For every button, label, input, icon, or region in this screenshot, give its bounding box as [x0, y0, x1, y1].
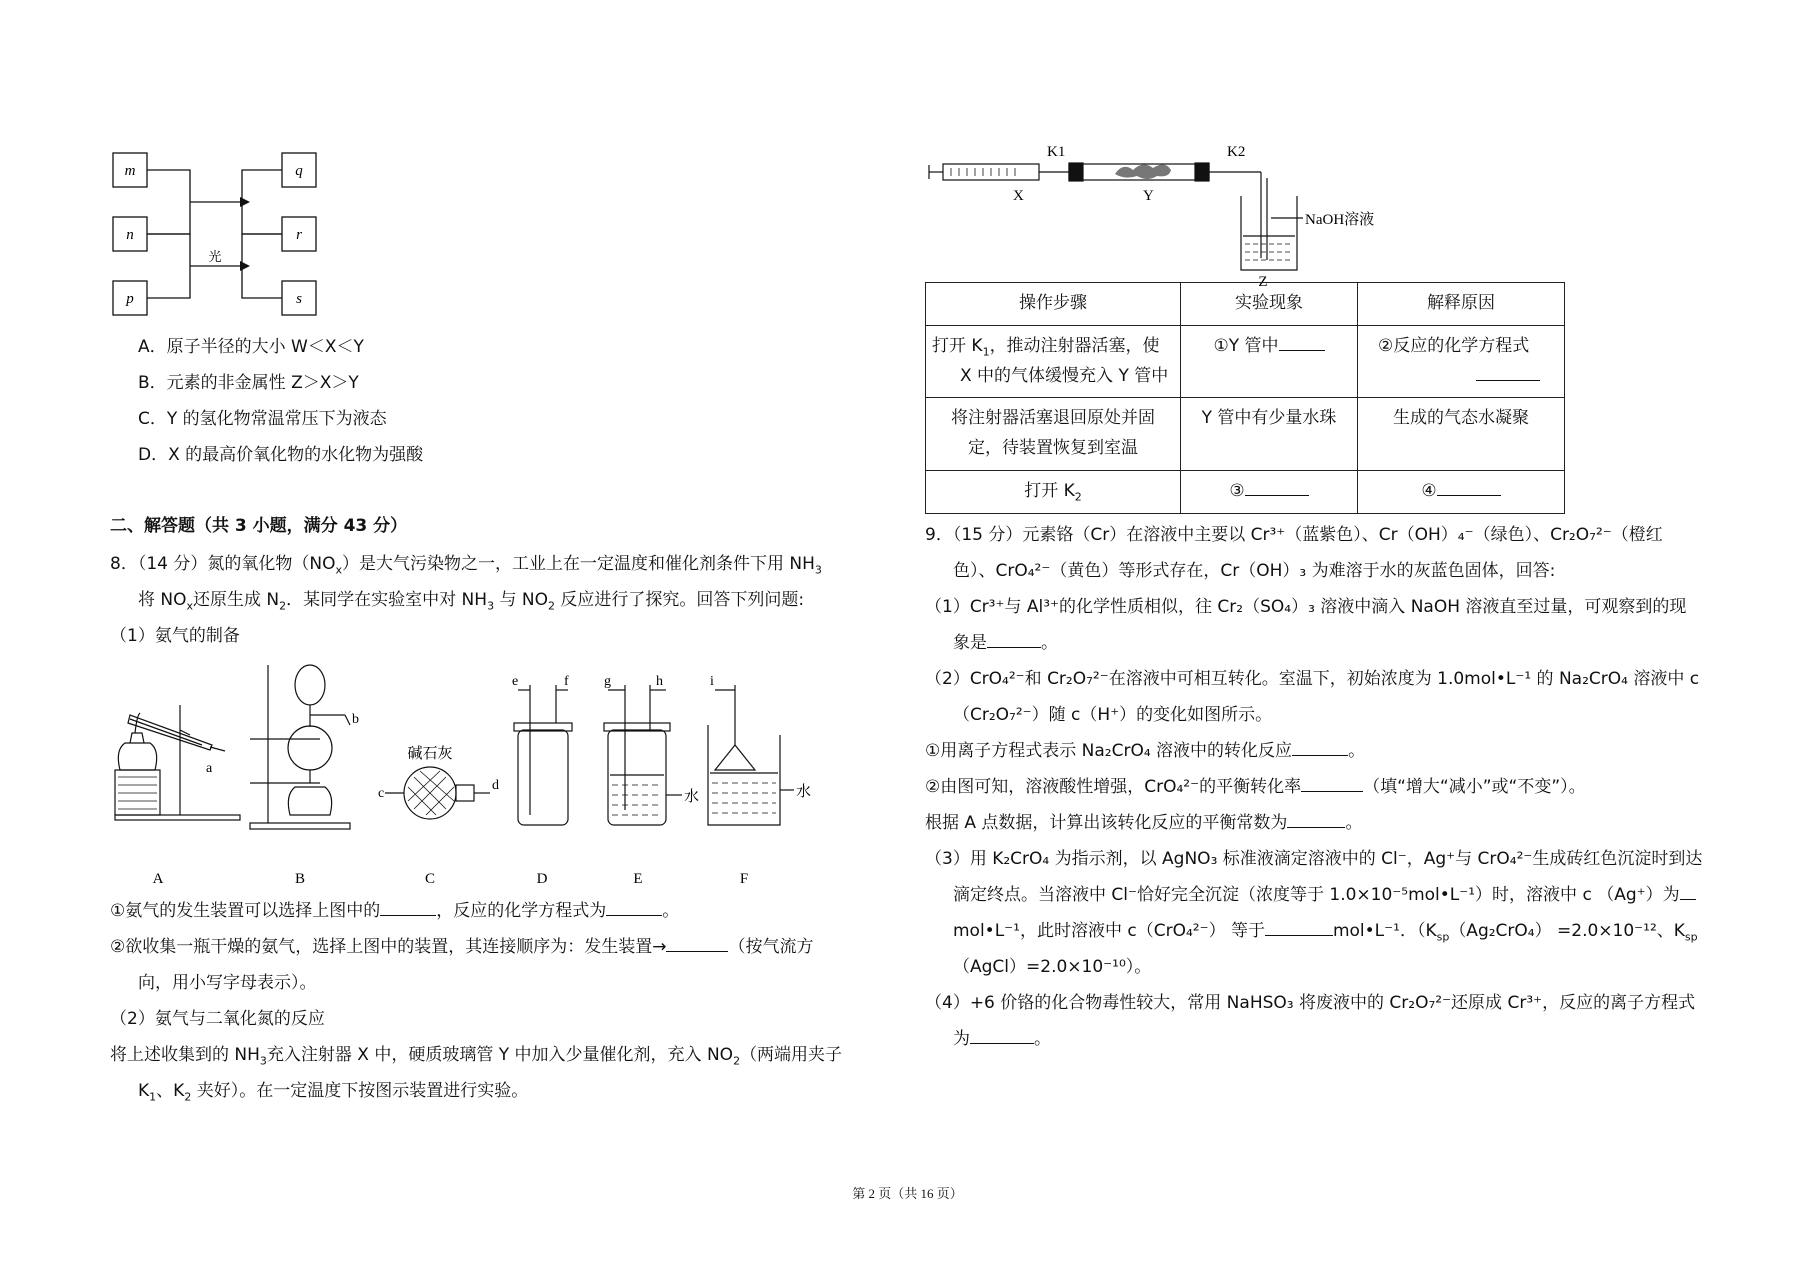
experiment-table: [925, 282, 1565, 514]
q9-part4-line2: 为 。: [953, 1029, 1051, 1049]
q9-part2-line2: （Cr₂O₇²⁻）随 c（H⁺）的变化如图所示。: [953, 705, 1273, 725]
box-p: p: [126, 291, 134, 307]
q9-part4-line1: （4）+6 价铬的化合物毒性较大，常用 NaHSO₃ 将废液中的 Cr₂O₇²⁻还原成 Cr³⁺，反应的离子方程式: [925, 993, 1696, 1013]
q9-line1: 9．（15 分）元素铬（Cr）在溶液中主要以 Cr³⁺（蓝紫色）、Cr（OH）₄⁻（绿色）、Cr₂O₇²⁻（橙红: [925, 525, 1663, 545]
port-a: a: [206, 761, 213, 776]
port-g: g: [604, 674, 611, 689]
label-D: D: [536, 871, 548, 887]
port-b: b: [352, 712, 359, 727]
clamp-k1-label: K1: [1047, 144, 1066, 160]
port-c: c: [378, 786, 385, 801]
table-row: [926, 470, 1565, 513]
section-title: 二、解答题（共 3 小题，满分 43 分）: [110, 516, 408, 536]
reaction-setup-diagram: [925, 138, 1445, 290]
row3-phenomenon: ③: [1181, 470, 1358, 513]
port-d: d: [492, 778, 499, 793]
box-q: q: [295, 163, 303, 179]
q9-part3-line3: mol•L⁻¹，此时溶液中 c（CrO₄²⁻） 等于 mol•L⁻¹．（$K_{sp}(Ag_2CrO_4) =2.0\times 10^{-12}$、$K_{sp}$: [953, 921, 1698, 944]
light-label: 光: [208, 249, 222, 264]
box-m: m: [124, 163, 136, 179]
beaker-z-label: Z: [1258, 274, 1268, 290]
q8-intro-line1: 8．（14 分）氮的氧化物$(NO_x)$是大气污染物之一，工业上在一定温度和催化剂条件下用 $NH_3$: [110, 554, 822, 577]
q9-part3-line1: （3）用 K₂CrO₄ 为指示剂，以 AgNO₃ 标准液滴定溶液中的 Cl⁻，Ag⁺与 CrO₄²⁻生成砖红色沉淀时到达: [925, 849, 1703, 869]
row2-reason: 生成的气态水凝聚: [1358, 398, 1565, 471]
header-step: 操作步骤: [926, 283, 1181, 326]
table-row: [926, 325, 1565, 398]
port-e: e: [512, 674, 519, 689]
label-C: C: [424, 871, 436, 887]
box-r: r: [296, 227, 302, 243]
q9-part3-line2: 滴定终点。当溶液中 Cl⁻恰好完全沉淀（浓度等于 1.0×10⁻⁵mol•L⁻¹）时，溶液中 c （Ag⁺）为: [925, 884, 1696, 906]
q9-part2-line1: （2）CrO₄²⁻和 Cr₂O₇²⁻在溶液中可相互转化。室温下，初始浓度为 1.0mol•L⁻¹ 的 Na₂CrO₄ 溶液中 c: [925, 669, 1700, 689]
tube-y-label: Y: [1143, 188, 1154, 204]
soda-lime-label: 碱石灰: [407, 744, 453, 762]
option-c: C．Y 的氢化物常温常压下为液态: [138, 409, 387, 429]
q9-part1-line2: 象是 。: [953, 633, 1058, 653]
row2-step: 将注射器活塞退回原处并固 定，待装置恢复到室温: [926, 398, 1181, 471]
option-a: A．原子半径的大小 W＜X＜Y: [138, 337, 364, 357]
row2-phenomenon: Y 管中有少量水珠: [1181, 398, 1358, 471]
row3-step: 打开 $K_2$: [926, 470, 1181, 513]
label-A: A: [152, 871, 164, 887]
table-row: [926, 398, 1565, 471]
part1-q2: ②欲收集一瓶干燥的氨气，选择上图中的装置，其连接顺序为：发生装置→ （按气流方: [110, 937, 814, 957]
part1-q1: ①氨气的发生装置可以选择上图中的 ，反应的化学方程式为 。: [110, 901, 680, 921]
option-d: D．X 的最高价氧化物的水化物为强酸: [138, 445, 424, 465]
syringe-x-label: X: [1013, 188, 1024, 204]
part2-line2: $K_1$、$K_2$ 夹好）。在一定温度下按图示装置进行实验。: [138, 1081, 529, 1104]
part1-q2-cont: 向，用小写字母表示）。: [138, 973, 317, 993]
apparatus-diagram: [110, 655, 810, 895]
part2-title: （2）氨气与二氧化氮的反应: [110, 1009, 325, 1029]
header-phenomenon: 实验现象: [1181, 283, 1358, 326]
q9-part2-q2: ②由图可知，溶液酸性增强，CrO₄²⁻的平衡转化率 （填“增大“减小”或“不变”）。: [925, 777, 1586, 797]
page-footer: 第 2 页（共 16 页）: [852, 1186, 963, 1201]
label-F: F: [739, 871, 749, 887]
q9-part3-line4: （AgCl）=2.0×10⁻¹⁰）。: [953, 957, 1152, 977]
label-E: E: [633, 871, 643, 887]
row3-reason: ④: [1358, 470, 1565, 513]
part1-title: （1）氨气的制备: [110, 626, 240, 646]
box-s: s: [296, 291, 302, 307]
water-label-f: 水: [796, 782, 812, 800]
table-header-row: [926, 283, 1565, 326]
box-n: n: [126, 227, 134, 243]
option-b: B．元素的非金属性 Z＞X＞Y: [138, 373, 359, 393]
water-label-e: 水: [684, 787, 700, 805]
row1-phenomenon: ①Y 管中: [1181, 325, 1358, 398]
part2-line1: 将上述收集到的 $NH_3$充入注射器 X 中，硬质玻璃管 Y 中加入少量催化剂，充入 $NO_2$（两端用夹子: [110, 1045, 843, 1068]
header-reason: 解释原因: [1358, 283, 1565, 326]
q9-part1-line1: （1）Cr³⁺与 Al³⁺的化学性质相似，往 Cr₂（SO₄）₃ 溶液中滴入 NaOH 溶液直至过量，可观察到的现: [925, 597, 1687, 617]
naoh-label: NaOH溶液: [1305, 212, 1375, 228]
port-h: h: [656, 674, 663, 689]
label-B: B: [294, 871, 306, 887]
reaction-scheme-diagram: [110, 148, 330, 318]
clamp-k2-label: K2: [1227, 144, 1246, 160]
q9-part2-q3: 根据 A 点数据，计算出该转化反应的平衡常数为 。: [925, 813, 1363, 833]
port-f: f: [564, 674, 569, 689]
port-i: i: [710, 674, 714, 689]
q9-line2: 色）、CrO₄²⁻（黄色）等形式存在，Cr（OH）₃ 为难溶于水的灰蓝色固体，回答:: [953, 561, 1556, 581]
q9-part2-q1: ①用离子方程式表示 Na₂CrO₄ 溶液中的转化反应 。: [925, 741, 1366, 761]
row1-reason: ②反应的化学方程式: [1358, 325, 1565, 398]
row1-step: 打开 $K_1$，推动注射器活塞，使 X 中的气体缓慢充入 Y 管中: [926, 325, 1181, 398]
q8-intro-line2: 将 $NO_x$还原生成 $N_2$．某同学在实验室中对 $NH_3$ 与 $NO_2$ 反应进行了探究。回答下列问题:: [138, 590, 805, 613]
